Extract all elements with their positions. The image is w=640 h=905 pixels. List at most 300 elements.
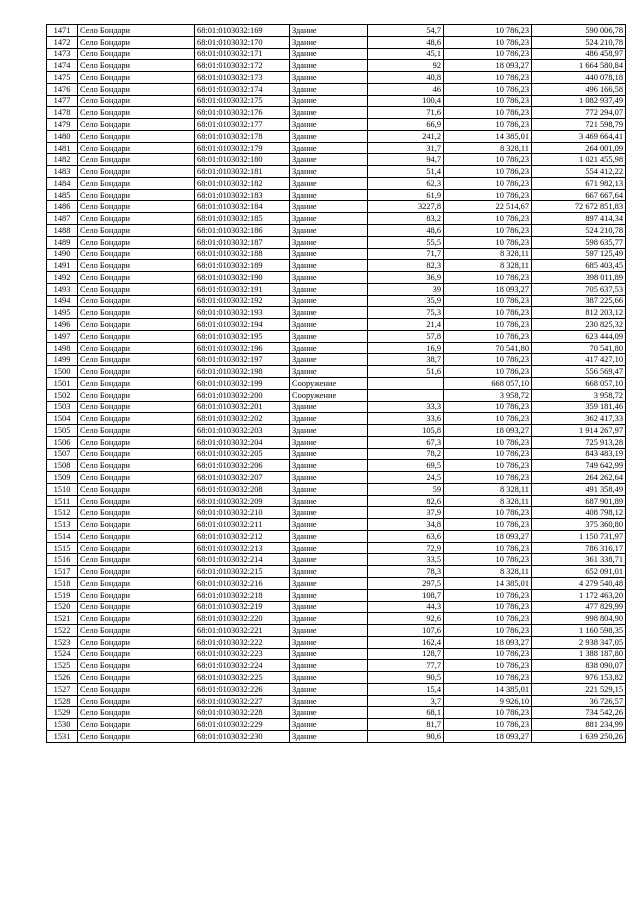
area-cell: 39 bbox=[368, 283, 444, 295]
cadastral-number-cell: 68:01:0103032:188 bbox=[195, 248, 290, 260]
unit-value-cell: 10 786,23 bbox=[444, 554, 532, 566]
row-number-cell: 1524 bbox=[47, 648, 78, 660]
cadastral-value-cell: 264 001,09 bbox=[532, 142, 626, 154]
table-body bbox=[47, 25, 626, 743]
object-type-cell: Здание bbox=[290, 660, 368, 672]
object-type-cell: Здание bbox=[290, 589, 368, 601]
settlement-cell: Село Бондари bbox=[78, 154, 195, 166]
cadastral-value-cell: 554 412,22 bbox=[532, 166, 626, 178]
settlement-cell: Село Бондари bbox=[78, 83, 195, 95]
unit-value-cell: 10 786,23 bbox=[444, 272, 532, 284]
row-number-cell: 1525 bbox=[47, 660, 78, 672]
cadastral-number-cell: 68:01:0103032:176 bbox=[195, 107, 290, 119]
table-row bbox=[47, 566, 626, 578]
settlement-cell: Село Бондари bbox=[78, 60, 195, 72]
cadastral-number-cell: 68:01:0103032:200 bbox=[195, 389, 290, 401]
cadastral-number-cell: 68:01:0103032:210 bbox=[195, 507, 290, 519]
table-row bbox=[47, 119, 626, 131]
table-row bbox=[47, 330, 626, 342]
row-number-cell: 1518 bbox=[47, 577, 78, 589]
unit-value-cell: 10 786,23 bbox=[444, 413, 532, 425]
unit-value-cell: 10 786,23 bbox=[444, 436, 532, 448]
table-row bbox=[47, 48, 626, 60]
settlement-cell: Село Бондари bbox=[78, 695, 195, 707]
cadastral-value-cell: 417 427,10 bbox=[532, 354, 626, 366]
row-number-cell: 1514 bbox=[47, 530, 78, 542]
object-type-cell: Здание bbox=[290, 225, 368, 237]
object-type-cell: Здание bbox=[290, 307, 368, 319]
cadastral-number-cell: 68:01:0103032:207 bbox=[195, 472, 290, 484]
table-row bbox=[47, 225, 626, 237]
settlement-cell: Село Бондари bbox=[78, 354, 195, 366]
unit-value-cell: 10 786,23 bbox=[444, 154, 532, 166]
object-type-cell: Здание bbox=[290, 636, 368, 648]
settlement-cell: Село Бондари bbox=[78, 25, 195, 37]
table-row bbox=[47, 213, 626, 225]
row-number-cell: 1503 bbox=[47, 401, 78, 413]
settlement-cell: Село Бондари bbox=[78, 507, 195, 519]
table-row bbox=[47, 25, 626, 37]
unit-value-cell: 18 093,27 bbox=[444, 636, 532, 648]
area-cell: 128,7 bbox=[368, 648, 444, 660]
table-row bbox=[47, 554, 626, 566]
settlement-cell: Село Бондари bbox=[78, 225, 195, 237]
table-row bbox=[47, 295, 626, 307]
settlement-cell: Село Бондари bbox=[78, 319, 195, 331]
table-row bbox=[47, 248, 626, 260]
row-number-cell: 1475 bbox=[47, 72, 78, 84]
area-cell: 55,5 bbox=[368, 236, 444, 248]
cadastral-value-cell: 375 360,80 bbox=[532, 519, 626, 531]
cadastral-number-cell: 68:01:0103032:170 bbox=[195, 36, 290, 48]
row-number-cell: 1529 bbox=[47, 707, 78, 719]
area-cell: 77,7 bbox=[368, 660, 444, 672]
cadastral-value-cell: 881 234,99 bbox=[532, 719, 626, 731]
area-cell bbox=[368, 377, 444, 389]
area-cell: 68,1 bbox=[368, 707, 444, 719]
object-type-cell: Здание bbox=[290, 25, 368, 37]
table-row bbox=[47, 107, 626, 119]
cadastral-number-cell: 68:01:0103032:214 bbox=[195, 554, 290, 566]
object-type-cell: Здание bbox=[290, 683, 368, 695]
row-number-cell: 1474 bbox=[47, 60, 78, 72]
settlement-cell: Село Бондари bbox=[78, 636, 195, 648]
object-type-cell: Здание bbox=[290, 483, 368, 495]
row-number-cell: 1512 bbox=[47, 507, 78, 519]
row-number-cell: 1516 bbox=[47, 554, 78, 566]
cadastral-value-cell: 652 091,01 bbox=[532, 566, 626, 578]
cadastral-number-cell: 68:01:0103032:179 bbox=[195, 142, 290, 154]
unit-value-cell: 10 786,23 bbox=[444, 330, 532, 342]
object-type-cell: Здание bbox=[290, 425, 368, 437]
settlement-cell: Село Бондари bbox=[78, 519, 195, 531]
cadastral-number-cell: 68:01:0103032:195 bbox=[195, 330, 290, 342]
row-number-cell: 1486 bbox=[47, 201, 78, 213]
cadastral-number-cell: 68:01:0103032:208 bbox=[195, 483, 290, 495]
cadastral-number-cell: 68:01:0103032:187 bbox=[195, 236, 290, 248]
settlement-cell: Село Бондари bbox=[78, 260, 195, 272]
settlement-cell: Село Бондари bbox=[78, 142, 195, 154]
cadastral-number-cell: 68:01:0103032:209 bbox=[195, 495, 290, 507]
object-type-cell: Здание bbox=[290, 119, 368, 131]
unit-value-cell: 10 786,23 bbox=[444, 319, 532, 331]
settlement-cell: Село Бондари bbox=[78, 295, 195, 307]
settlement-cell: Село Бондари bbox=[78, 48, 195, 60]
cadastral-number-cell: 68:01:0103032:205 bbox=[195, 448, 290, 460]
cadastral-number-cell: 68:01:0103032:171 bbox=[195, 48, 290, 60]
row-number-cell: 1471 bbox=[47, 25, 78, 37]
table-row bbox=[47, 589, 626, 601]
table-row bbox=[47, 472, 626, 484]
table-row bbox=[47, 177, 626, 189]
object-type-cell: Здание bbox=[290, 260, 368, 272]
area-cell: 59 bbox=[368, 483, 444, 495]
settlement-cell: Село Бондари bbox=[78, 660, 195, 672]
object-type-cell: Здание bbox=[290, 460, 368, 472]
table-row bbox=[47, 60, 626, 72]
cadastral-number-cell: 68:01:0103032:178 bbox=[195, 130, 290, 142]
area-cell: 21,4 bbox=[368, 319, 444, 331]
unit-value-cell: 10 786,23 bbox=[444, 225, 532, 237]
object-type-cell: Здание bbox=[290, 707, 368, 719]
object-type-cell: Здание bbox=[290, 342, 368, 354]
unit-value-cell: 10 786,23 bbox=[444, 95, 532, 107]
cadastral-value-cell: 1 082 937,49 bbox=[532, 95, 626, 107]
table-row bbox=[47, 660, 626, 672]
cadastral-number-cell: 68:01:0103032:184 bbox=[195, 201, 290, 213]
unit-value-cell: 10 786,23 bbox=[444, 166, 532, 178]
unit-value-cell: 8 328,11 bbox=[444, 248, 532, 260]
cadastral-number-cell: 68:01:0103032:193 bbox=[195, 307, 290, 319]
area-cell: 71,7 bbox=[368, 248, 444, 260]
settlement-cell: Село Бондари bbox=[78, 530, 195, 542]
settlement-cell: Село Бондари bbox=[78, 460, 195, 472]
table-row bbox=[47, 695, 626, 707]
row-number-cell: 1493 bbox=[47, 283, 78, 295]
unit-value-cell: 10 786,23 bbox=[444, 401, 532, 413]
cadastral-number-cell: 68:01:0103032:173 bbox=[195, 72, 290, 84]
settlement-cell: Село Бондари bbox=[78, 36, 195, 48]
cadastral-value-cell: 687 901,89 bbox=[532, 495, 626, 507]
row-number-cell: 1492 bbox=[47, 272, 78, 284]
area-cell: 241,2 bbox=[368, 130, 444, 142]
object-type-cell: Здание bbox=[290, 566, 368, 578]
row-number-cell: 1505 bbox=[47, 425, 78, 437]
unit-value-cell: 10 786,23 bbox=[444, 542, 532, 554]
row-number-cell: 1507 bbox=[47, 448, 78, 460]
row-number-cell: 1531 bbox=[47, 730, 78, 742]
settlement-cell: Село Бондари bbox=[78, 730, 195, 742]
settlement-cell: Село Бондари bbox=[78, 201, 195, 213]
table-row bbox=[47, 36, 626, 48]
settlement-cell: Село Бондари bbox=[78, 401, 195, 413]
settlement-cell: Село Бондари bbox=[78, 648, 195, 660]
area-cell: 78,3 bbox=[368, 566, 444, 578]
row-number-cell: 1519 bbox=[47, 589, 78, 601]
object-type-cell: Здание bbox=[290, 295, 368, 307]
settlement-cell: Село Бондари bbox=[78, 683, 195, 695]
row-number-cell: 1509 bbox=[47, 472, 78, 484]
object-type-cell: Здание bbox=[290, 472, 368, 484]
table-row bbox=[47, 260, 626, 272]
settlement-cell: Село Бондари bbox=[78, 625, 195, 637]
unit-value-cell: 10 786,23 bbox=[444, 507, 532, 519]
object-type-cell: Здание bbox=[290, 213, 368, 225]
table-row bbox=[47, 307, 626, 319]
area-cell: 33,6 bbox=[368, 413, 444, 425]
table-row bbox=[47, 613, 626, 625]
table-row bbox=[47, 366, 626, 378]
table-row bbox=[47, 648, 626, 660]
row-number-cell: 1482 bbox=[47, 154, 78, 166]
area-cell bbox=[368, 389, 444, 401]
area-cell: 63,6 bbox=[368, 530, 444, 542]
settlement-cell: Село Бондари bbox=[78, 448, 195, 460]
cadastral-value-cell: 671 982,13 bbox=[532, 177, 626, 189]
cadastral-value-cell: 597 125,49 bbox=[532, 248, 626, 260]
cadastral-number-cell: 68:01:0103032:211 bbox=[195, 519, 290, 531]
unit-value-cell: 10 786,23 bbox=[444, 472, 532, 484]
cadastral-number-cell: 68:01:0103032:180 bbox=[195, 154, 290, 166]
cadastral-number-cell: 68:01:0103032:226 bbox=[195, 683, 290, 695]
cadastral-number-cell: 68:01:0103032:199 bbox=[195, 377, 290, 389]
unit-value-cell: 10 786,23 bbox=[444, 625, 532, 637]
row-number-cell: 1487 bbox=[47, 213, 78, 225]
cadastral-value-cell: 1 172 463,20 bbox=[532, 589, 626, 601]
unit-value-cell: 10 786,23 bbox=[444, 589, 532, 601]
area-cell: 81,7 bbox=[368, 719, 444, 731]
object-type-cell: Здание bbox=[290, 519, 368, 531]
area-cell: 33,5 bbox=[368, 554, 444, 566]
settlement-cell: Село Бондари bbox=[78, 389, 195, 401]
unit-value-cell: 10 786,23 bbox=[444, 707, 532, 719]
cadastral-value-cell: 264 262,64 bbox=[532, 472, 626, 484]
cadastral-number-cell: 68:01:0103032:227 bbox=[195, 695, 290, 707]
cadastral-number-cell: 68:01:0103032:224 bbox=[195, 660, 290, 672]
unit-value-cell: 10 786,23 bbox=[444, 307, 532, 319]
settlement-cell: Село Бондари bbox=[78, 272, 195, 284]
settlement-cell: Село Бондари bbox=[78, 330, 195, 342]
row-number-cell: 1494 bbox=[47, 295, 78, 307]
cadastral-value-cell: 668 057,10 bbox=[532, 377, 626, 389]
table-row bbox=[47, 672, 626, 684]
cadastral-value-cell: 1 150 731,97 bbox=[532, 530, 626, 542]
object-type-cell: Здание bbox=[290, 177, 368, 189]
unit-value-cell: 10 786,23 bbox=[444, 519, 532, 531]
cadastral-number-cell: 68:01:0103032:216 bbox=[195, 577, 290, 589]
cadastral-number-cell: 68:01:0103032:191 bbox=[195, 283, 290, 295]
area-cell: 94,7 bbox=[368, 154, 444, 166]
row-number-cell: 1489 bbox=[47, 236, 78, 248]
object-type-cell: Здание bbox=[290, 695, 368, 707]
row-number-cell: 1499 bbox=[47, 354, 78, 366]
cadastral-number-cell: 68:01:0103032:183 bbox=[195, 189, 290, 201]
settlement-cell: Село Бондари bbox=[78, 307, 195, 319]
area-cell: 92 bbox=[368, 60, 444, 72]
unit-value-cell: 14 385,01 bbox=[444, 577, 532, 589]
settlement-cell: Село Бондари bbox=[78, 342, 195, 354]
cadastral-value-cell: 725 913,28 bbox=[532, 436, 626, 448]
unit-value-cell: 10 786,23 bbox=[444, 213, 532, 225]
table-row bbox=[47, 354, 626, 366]
row-number-cell: 1473 bbox=[47, 48, 78, 60]
cadastral-number-cell: 68:01:0103032:220 bbox=[195, 613, 290, 625]
unit-value-cell: 10 786,23 bbox=[444, 177, 532, 189]
object-type-cell: Здание bbox=[290, 601, 368, 613]
area-cell: 78,2 bbox=[368, 448, 444, 460]
cadastral-number-cell: 68:01:0103032:202 bbox=[195, 413, 290, 425]
settlement-cell: Село Бондари bbox=[78, 495, 195, 507]
cadastral-number-cell: 68:01:0103032:175 bbox=[195, 95, 290, 107]
row-number-cell: 1527 bbox=[47, 683, 78, 695]
object-type-cell: Здание bbox=[290, 542, 368, 554]
area-cell: 16,9 bbox=[368, 342, 444, 354]
row-number-cell: 1483 bbox=[47, 166, 78, 178]
settlement-cell: Село Бондари bbox=[78, 177, 195, 189]
unit-value-cell: 10 786,23 bbox=[444, 660, 532, 672]
unit-value-cell: 668 057,10 bbox=[444, 377, 532, 389]
table-row bbox=[47, 319, 626, 331]
table-row bbox=[47, 460, 626, 472]
cadastral-number-cell: 68:01:0103032:169 bbox=[195, 25, 290, 37]
unit-value-cell: 18 093,27 bbox=[444, 283, 532, 295]
object-type-cell: Здание bbox=[290, 648, 368, 660]
table-row bbox=[47, 507, 626, 519]
row-number-cell: 1491 bbox=[47, 260, 78, 272]
cadastral-value-cell: 1 664 580,84 bbox=[532, 60, 626, 72]
area-cell: 36,9 bbox=[368, 272, 444, 284]
cadastral-value-cell: 496 166,58 bbox=[532, 83, 626, 95]
row-number-cell: 1481 bbox=[47, 142, 78, 154]
unit-value-cell: 10 786,23 bbox=[444, 448, 532, 460]
area-cell: 83,2 bbox=[368, 213, 444, 225]
table-row bbox=[47, 625, 626, 637]
object-type-cell: Здание bbox=[290, 272, 368, 284]
unit-value-cell: 10 786,23 bbox=[444, 48, 532, 60]
cadastral-value-cell: 843 483,19 bbox=[532, 448, 626, 460]
table-row bbox=[47, 95, 626, 107]
area-cell: 44,3 bbox=[368, 601, 444, 613]
area-cell: 46 bbox=[368, 83, 444, 95]
table-row bbox=[47, 130, 626, 142]
cadastral-number-cell: 68:01:0103032:212 bbox=[195, 530, 290, 542]
area-cell: 62,3 bbox=[368, 177, 444, 189]
cadastral-value-cell: 623 444,09 bbox=[532, 330, 626, 342]
row-number-cell: 1495 bbox=[47, 307, 78, 319]
object-type-cell: Здание bbox=[290, 625, 368, 637]
row-number-cell: 1510 bbox=[47, 483, 78, 495]
unit-value-cell: 8 328,11 bbox=[444, 142, 532, 154]
cadastral-value-cell: 3 469 664,41 bbox=[532, 130, 626, 142]
area-cell: 67,3 bbox=[368, 436, 444, 448]
cadastral-value-cell: 998 804,90 bbox=[532, 613, 626, 625]
area-cell: 105,8 bbox=[368, 425, 444, 437]
cadastral-number-cell: 68:01:0103032:215 bbox=[195, 566, 290, 578]
settlement-cell: Село Бондари bbox=[78, 95, 195, 107]
cadastral-value-cell: 685 403,45 bbox=[532, 260, 626, 272]
object-type-cell: Здание bbox=[290, 48, 368, 60]
row-number-cell: 1515 bbox=[47, 542, 78, 554]
row-number-cell: 1513 bbox=[47, 519, 78, 531]
area-cell: 92,6 bbox=[368, 613, 444, 625]
unit-value-cell: 8 328,11 bbox=[444, 483, 532, 495]
cadastral-number-cell: 68:01:0103032:228 bbox=[195, 707, 290, 719]
cadastral-value-cell: 524 210,78 bbox=[532, 36, 626, 48]
cadastral-number-cell: 68:01:0103032:206 bbox=[195, 460, 290, 472]
row-number-cell: 1488 bbox=[47, 225, 78, 237]
area-cell: 31,7 bbox=[368, 142, 444, 154]
cadastral-number-cell: 68:01:0103032:223 bbox=[195, 648, 290, 660]
table-row bbox=[47, 636, 626, 648]
object-type-cell: Здание bbox=[290, 507, 368, 519]
area-cell: 51,4 bbox=[368, 166, 444, 178]
table-row bbox=[47, 83, 626, 95]
area-cell: 24,5 bbox=[368, 472, 444, 484]
table-row bbox=[47, 377, 626, 389]
area-cell: 57,8 bbox=[368, 330, 444, 342]
object-type-cell: Здание bbox=[290, 577, 368, 589]
unit-value-cell: 10 786,23 bbox=[444, 366, 532, 378]
area-cell: 51,6 bbox=[368, 366, 444, 378]
unit-value-cell: 3 958,72 bbox=[444, 389, 532, 401]
settlement-cell: Село Бондари bbox=[78, 707, 195, 719]
settlement-cell: Село Бондари bbox=[78, 436, 195, 448]
row-number-cell: 1506 bbox=[47, 436, 78, 448]
cadastral-value-cell: 486 458,97 bbox=[532, 48, 626, 60]
row-number-cell: 1508 bbox=[47, 460, 78, 472]
object-type-cell: Здание bbox=[290, 189, 368, 201]
area-cell: 45,1 bbox=[368, 48, 444, 60]
area-cell: 3,7 bbox=[368, 695, 444, 707]
row-number-cell: 1520 bbox=[47, 601, 78, 613]
object-type-cell: Здание bbox=[290, 142, 368, 154]
cadastral-number-cell: 68:01:0103032:213 bbox=[195, 542, 290, 554]
object-type-cell: Здание bbox=[290, 83, 368, 95]
object-type-cell: Здание bbox=[290, 95, 368, 107]
cadastral-value-cell: 408 798,12 bbox=[532, 507, 626, 519]
cadastral-value-cell: 1 639 250,26 bbox=[532, 730, 626, 742]
area-cell: 297,5 bbox=[368, 577, 444, 589]
settlement-cell: Село Бондари bbox=[78, 719, 195, 731]
table-row bbox=[47, 236, 626, 248]
cadastral-number-cell: 68:01:0103032:194 bbox=[195, 319, 290, 331]
area-cell: 90,5 bbox=[368, 672, 444, 684]
area-cell: 69,5 bbox=[368, 460, 444, 472]
cadastral-number-cell: 68:01:0103032:204 bbox=[195, 436, 290, 448]
area-cell: 48,6 bbox=[368, 225, 444, 237]
cadastral-value-cell: 1 160 598,35 bbox=[532, 625, 626, 637]
cadastral-value-cell: 838 090,07 bbox=[532, 660, 626, 672]
table-row bbox=[47, 142, 626, 154]
object-type-cell: Здание bbox=[290, 672, 368, 684]
table-row bbox=[47, 389, 626, 401]
object-type-cell: Здание bbox=[290, 201, 368, 213]
cadastral-number-cell: 68:01:0103032:185 bbox=[195, 213, 290, 225]
table-row bbox=[47, 577, 626, 589]
object-type-cell: Здание bbox=[290, 283, 368, 295]
row-number-cell: 1485 bbox=[47, 189, 78, 201]
cadastral-value-cell: 477 829,99 bbox=[532, 601, 626, 613]
cadastral-number-cell: 68:01:0103032:181 bbox=[195, 166, 290, 178]
unit-value-cell: 10 786,23 bbox=[444, 719, 532, 731]
cadastral-value-cell: 590 006,78 bbox=[532, 25, 626, 37]
cadastral-value-table bbox=[46, 24, 626, 743]
cadastral-number-cell: 68:01:0103032:201 bbox=[195, 401, 290, 413]
unit-value-cell: 70 541,80 bbox=[444, 342, 532, 354]
cadastral-value-cell: 734 542,26 bbox=[532, 707, 626, 719]
unit-value-cell: 10 786,23 bbox=[444, 25, 532, 37]
table-row bbox=[47, 342, 626, 354]
